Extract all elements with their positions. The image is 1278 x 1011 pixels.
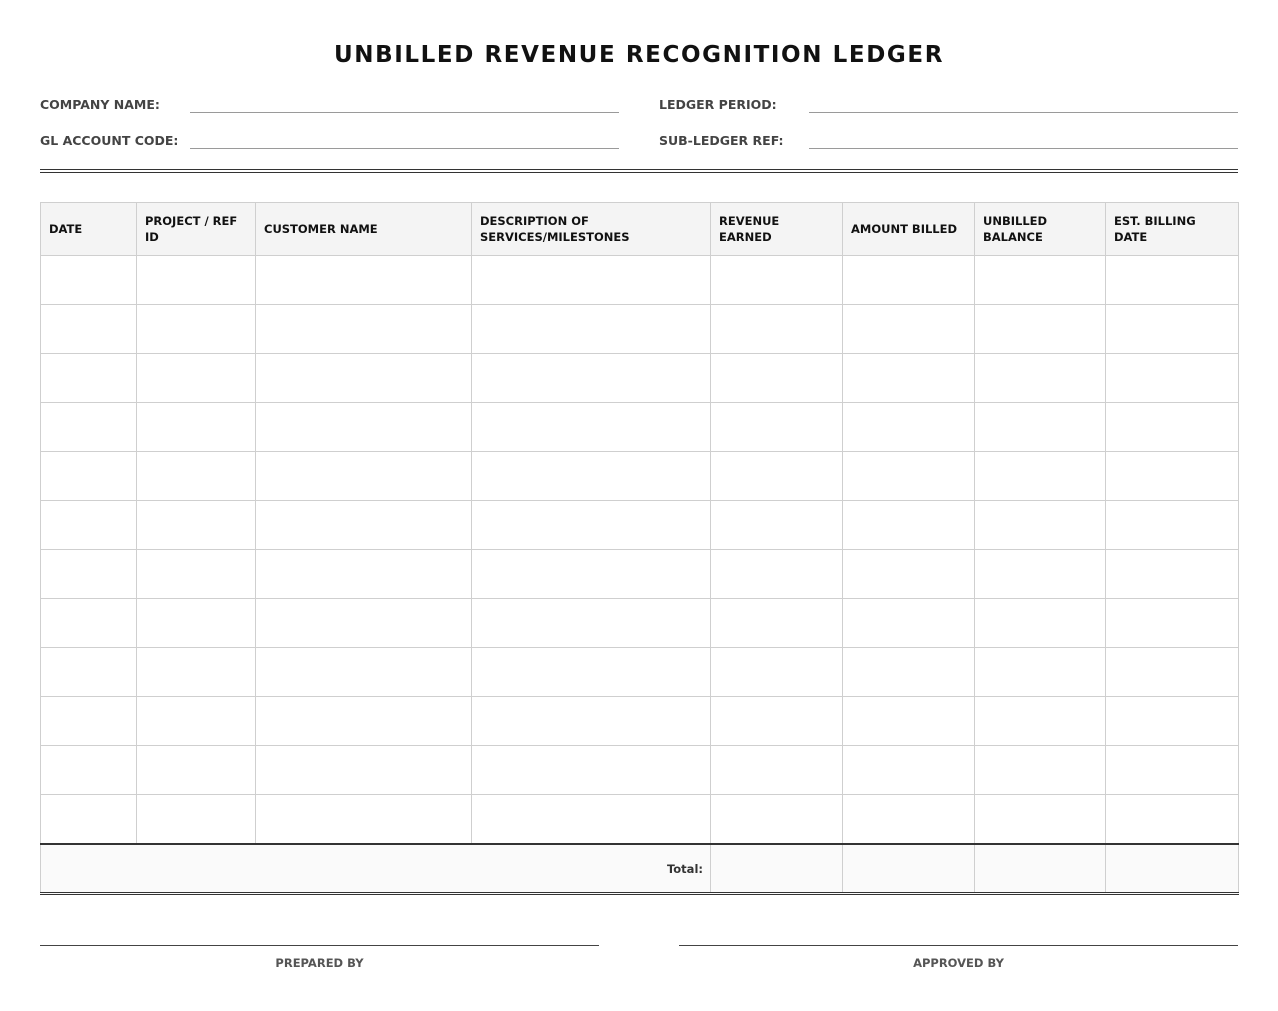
cell-unbilled-balance[interactable]	[975, 599, 1106, 648]
gl-account-code-label: GL ACCOUNT CODE:	[40, 133, 179, 148]
cell-customer-name[interactable]	[256, 452, 472, 501]
cell-est-billing-date[interactable]	[1106, 550, 1239, 599]
table-row	[41, 550, 1239, 599]
cell-date[interactable]	[41, 305, 137, 354]
cell-unbilled-balance[interactable]	[975, 795, 1106, 845]
header-revenue-earned: REVENUE EARNED	[711, 203, 843, 256]
cell-amount-billed[interactable]	[843, 599, 975, 648]
cell-unbilled-balance[interactable]	[975, 697, 1106, 746]
cell-customer-name[interactable]	[256, 305, 472, 354]
cell-est-billing-date[interactable]	[1106, 452, 1239, 501]
cell-amount-billed[interactable]	[843, 746, 975, 795]
page-title: UNBILLED REVENUE RECOGNITION LEDGER	[333, 42, 945, 68]
cell-date[interactable]	[41, 403, 137, 452]
cell-est-billing-date[interactable]	[1106, 599, 1239, 648]
cell-description[interactable]	[472, 550, 711, 599]
cell-revenue-earned[interactable]	[711, 795, 843, 845]
cell-date[interactable]	[41, 746, 137, 795]
total-label: Total:	[41, 844, 711, 894]
cell-unbilled-balance[interactable]	[975, 746, 1106, 795]
cell-customer-name[interactable]	[256, 403, 472, 452]
cell-revenue-earned[interactable]	[711, 403, 843, 452]
cell-project-ref-id[interactable]	[137, 354, 256, 403]
cell-revenue-earned[interactable]	[711, 648, 843, 697]
cell-date[interactable]	[41, 354, 137, 403]
cell-amount-billed[interactable]	[843, 256, 975, 305]
cell-description[interactable]	[472, 403, 711, 452]
cell-date[interactable]	[41, 550, 137, 599]
cell-revenue-earned[interactable]	[711, 354, 843, 403]
cell-est-billing-date[interactable]	[1106, 648, 1239, 697]
cell-description[interactable]	[472, 305, 711, 354]
cell-est-billing-date[interactable]	[1106, 697, 1239, 746]
cell-customer-name[interactable]	[256, 354, 472, 403]
table-row	[41, 452, 1239, 501]
cell-unbilled-balance[interactable]	[975, 550, 1106, 599]
cell-date[interactable]	[41, 697, 137, 746]
prepared-by-label: PREPARED BY	[275, 956, 364, 970]
cell-date[interactable]	[41, 599, 137, 648]
cell-est-billing-date[interactable]	[1106, 501, 1239, 550]
cell-project-ref-id[interactable]	[137, 403, 256, 452]
header-amount-billed: AMOUNT BILLED	[843, 203, 975, 256]
cell-description[interactable]	[472, 354, 711, 403]
table-row	[41, 795, 1239, 845]
table-row	[41, 403, 1239, 452]
cell-customer-name[interactable]	[256, 795, 472, 845]
approved-by-label: APPROVED BY	[913, 956, 1004, 970]
total-revenue-earned-cell[interactable]	[711, 844, 843, 894]
cell-revenue-earned[interactable]	[711, 305, 843, 354]
header-description: DESCRIPTION OF SERVICES/MILESTONES	[472, 203, 711, 256]
header-divider	[40, 169, 1238, 173]
sub-ledger-ref-label: SUB-LEDGER REF:	[659, 133, 784, 148]
cell-project-ref-id[interactable]	[137, 256, 256, 305]
cell-amount-billed[interactable]	[843, 550, 975, 599]
cell-description[interactable]	[472, 599, 711, 648]
cell-customer-name[interactable]	[256, 648, 472, 697]
cell-project-ref-id[interactable]	[137, 697, 256, 746]
cell-amount-billed[interactable]	[843, 795, 975, 845]
cell-date[interactable]	[41, 648, 137, 697]
meta-row-1	[40, 95, 1238, 117]
cell-description[interactable]	[472, 795, 711, 845]
header-est-billing-date: EST. BILLING DATE	[1106, 203, 1239, 256]
cell-revenue-earned[interactable]	[711, 550, 843, 599]
cell-revenue-earned[interactable]	[711, 599, 843, 648]
table-row	[41, 501, 1239, 550]
cell-description[interactable]	[472, 697, 711, 746]
cell-est-billing-date[interactable]	[1106, 403, 1239, 452]
cell-amount-billed[interactable]	[843, 354, 975, 403]
cell-date[interactable]	[41, 795, 137, 845]
table-header-row	[41, 203, 1239, 256]
cell-date[interactable]	[41, 452, 137, 501]
table-row	[41, 746, 1239, 795]
header-unbilled-balance: UNBILLED BALANCE	[975, 203, 1106, 256]
cell-unbilled-balance[interactable]	[975, 648, 1106, 697]
cell-unbilled-balance[interactable]	[975, 452, 1106, 501]
company-name-field[interactable]	[190, 112, 619, 113]
company-name-label: COMPANY NAME:	[40, 97, 160, 112]
prepared-by-block	[40, 945, 599, 970]
ledger-table	[40, 202, 1239, 895]
cell-project-ref-id[interactable]	[137, 452, 256, 501]
cell-amount-billed[interactable]	[843, 403, 975, 452]
approved-by-signature-line[interactable]	[679, 945, 1238, 946]
cell-unbilled-balance[interactable]	[975, 403, 1106, 452]
cell-revenue-earned[interactable]	[711, 452, 843, 501]
cell-description[interactable]	[472, 746, 711, 795]
table-row	[41, 697, 1239, 746]
cell-est-billing-date[interactable]	[1106, 795, 1239, 845]
cell-est-billing-date[interactable]	[1106, 746, 1239, 795]
cell-customer-name[interactable]	[256, 256, 472, 305]
total-amount-billed-cell[interactable]	[843, 844, 975, 894]
cell-est-billing-date[interactable]	[1106, 354, 1239, 403]
cell-unbilled-balance[interactable]	[975, 501, 1106, 550]
ledger-period-label: LEDGER PERIOD:	[659, 97, 777, 112]
meta-row-2	[40, 131, 1238, 153]
cell-amount-billed[interactable]	[843, 305, 975, 354]
total-est-billing-date-cell	[1106, 844, 1239, 894]
cell-revenue-earned[interactable]	[711, 697, 843, 746]
total-row	[41, 844, 1239, 894]
cell-customer-name[interactable]	[256, 550, 472, 599]
ledger-body	[41, 256, 1239, 845]
cell-project-ref-id[interactable]	[137, 648, 256, 697]
cell-customer-name[interactable]	[256, 599, 472, 648]
cell-revenue-earned[interactable]	[711, 256, 843, 305]
cell-project-ref-id[interactable]	[137, 795, 256, 845]
table-row	[41, 599, 1239, 648]
cell-customer-name[interactable]	[256, 746, 472, 795]
header-project-ref-id: PROJECT / REF ID	[137, 203, 256, 256]
cell-unbilled-balance[interactable]	[975, 354, 1106, 403]
cell-amount-billed[interactable]	[843, 697, 975, 746]
cell-revenue-earned[interactable]	[711, 746, 843, 795]
cell-project-ref-id[interactable]	[137, 305, 256, 354]
approved-by-block	[679, 945, 1238, 970]
cell-project-ref-id[interactable]	[137, 550, 256, 599]
table-row	[41, 354, 1239, 403]
cell-date[interactable]	[41, 256, 137, 305]
gl-account-code-field[interactable]	[190, 148, 619, 149]
ledger-period-field[interactable]	[809, 112, 1238, 113]
header-customer-name: CUSTOMER NAME	[256, 203, 472, 256]
cell-project-ref-id[interactable]	[137, 746, 256, 795]
cell-est-billing-date[interactable]	[1106, 256, 1239, 305]
cell-description[interactable]	[472, 256, 711, 305]
cell-revenue-earned[interactable]	[711, 501, 843, 550]
total-unbilled-balance-cell[interactable]	[975, 844, 1106, 894]
table-row	[41, 256, 1239, 305]
cell-description[interactable]	[472, 452, 711, 501]
cell-amount-billed[interactable]	[843, 452, 975, 501]
table-row	[41, 305, 1239, 354]
cell-project-ref-id[interactable]	[137, 501, 256, 550]
header-date: DATE	[41, 203, 137, 256]
cell-amount-billed[interactable]	[843, 501, 975, 550]
cell-customer-name[interactable]	[256, 697, 472, 746]
cell-amount-billed[interactable]	[843, 648, 975, 697]
cell-unbilled-balance[interactable]	[975, 305, 1106, 354]
cell-date[interactable]	[41, 501, 137, 550]
sub-ledger-ref-field[interactable]	[809, 148, 1238, 149]
cell-est-billing-date[interactable]	[1106, 305, 1239, 354]
cell-unbilled-balance[interactable]	[975, 256, 1106, 305]
cell-description[interactable]	[472, 648, 711, 697]
prepared-by-signature-line[interactable]	[40, 945, 599, 946]
cell-description[interactable]	[472, 501, 711, 550]
cell-customer-name[interactable]	[256, 501, 472, 550]
table-row	[41, 648, 1239, 697]
cell-project-ref-id[interactable]	[137, 599, 256, 648]
